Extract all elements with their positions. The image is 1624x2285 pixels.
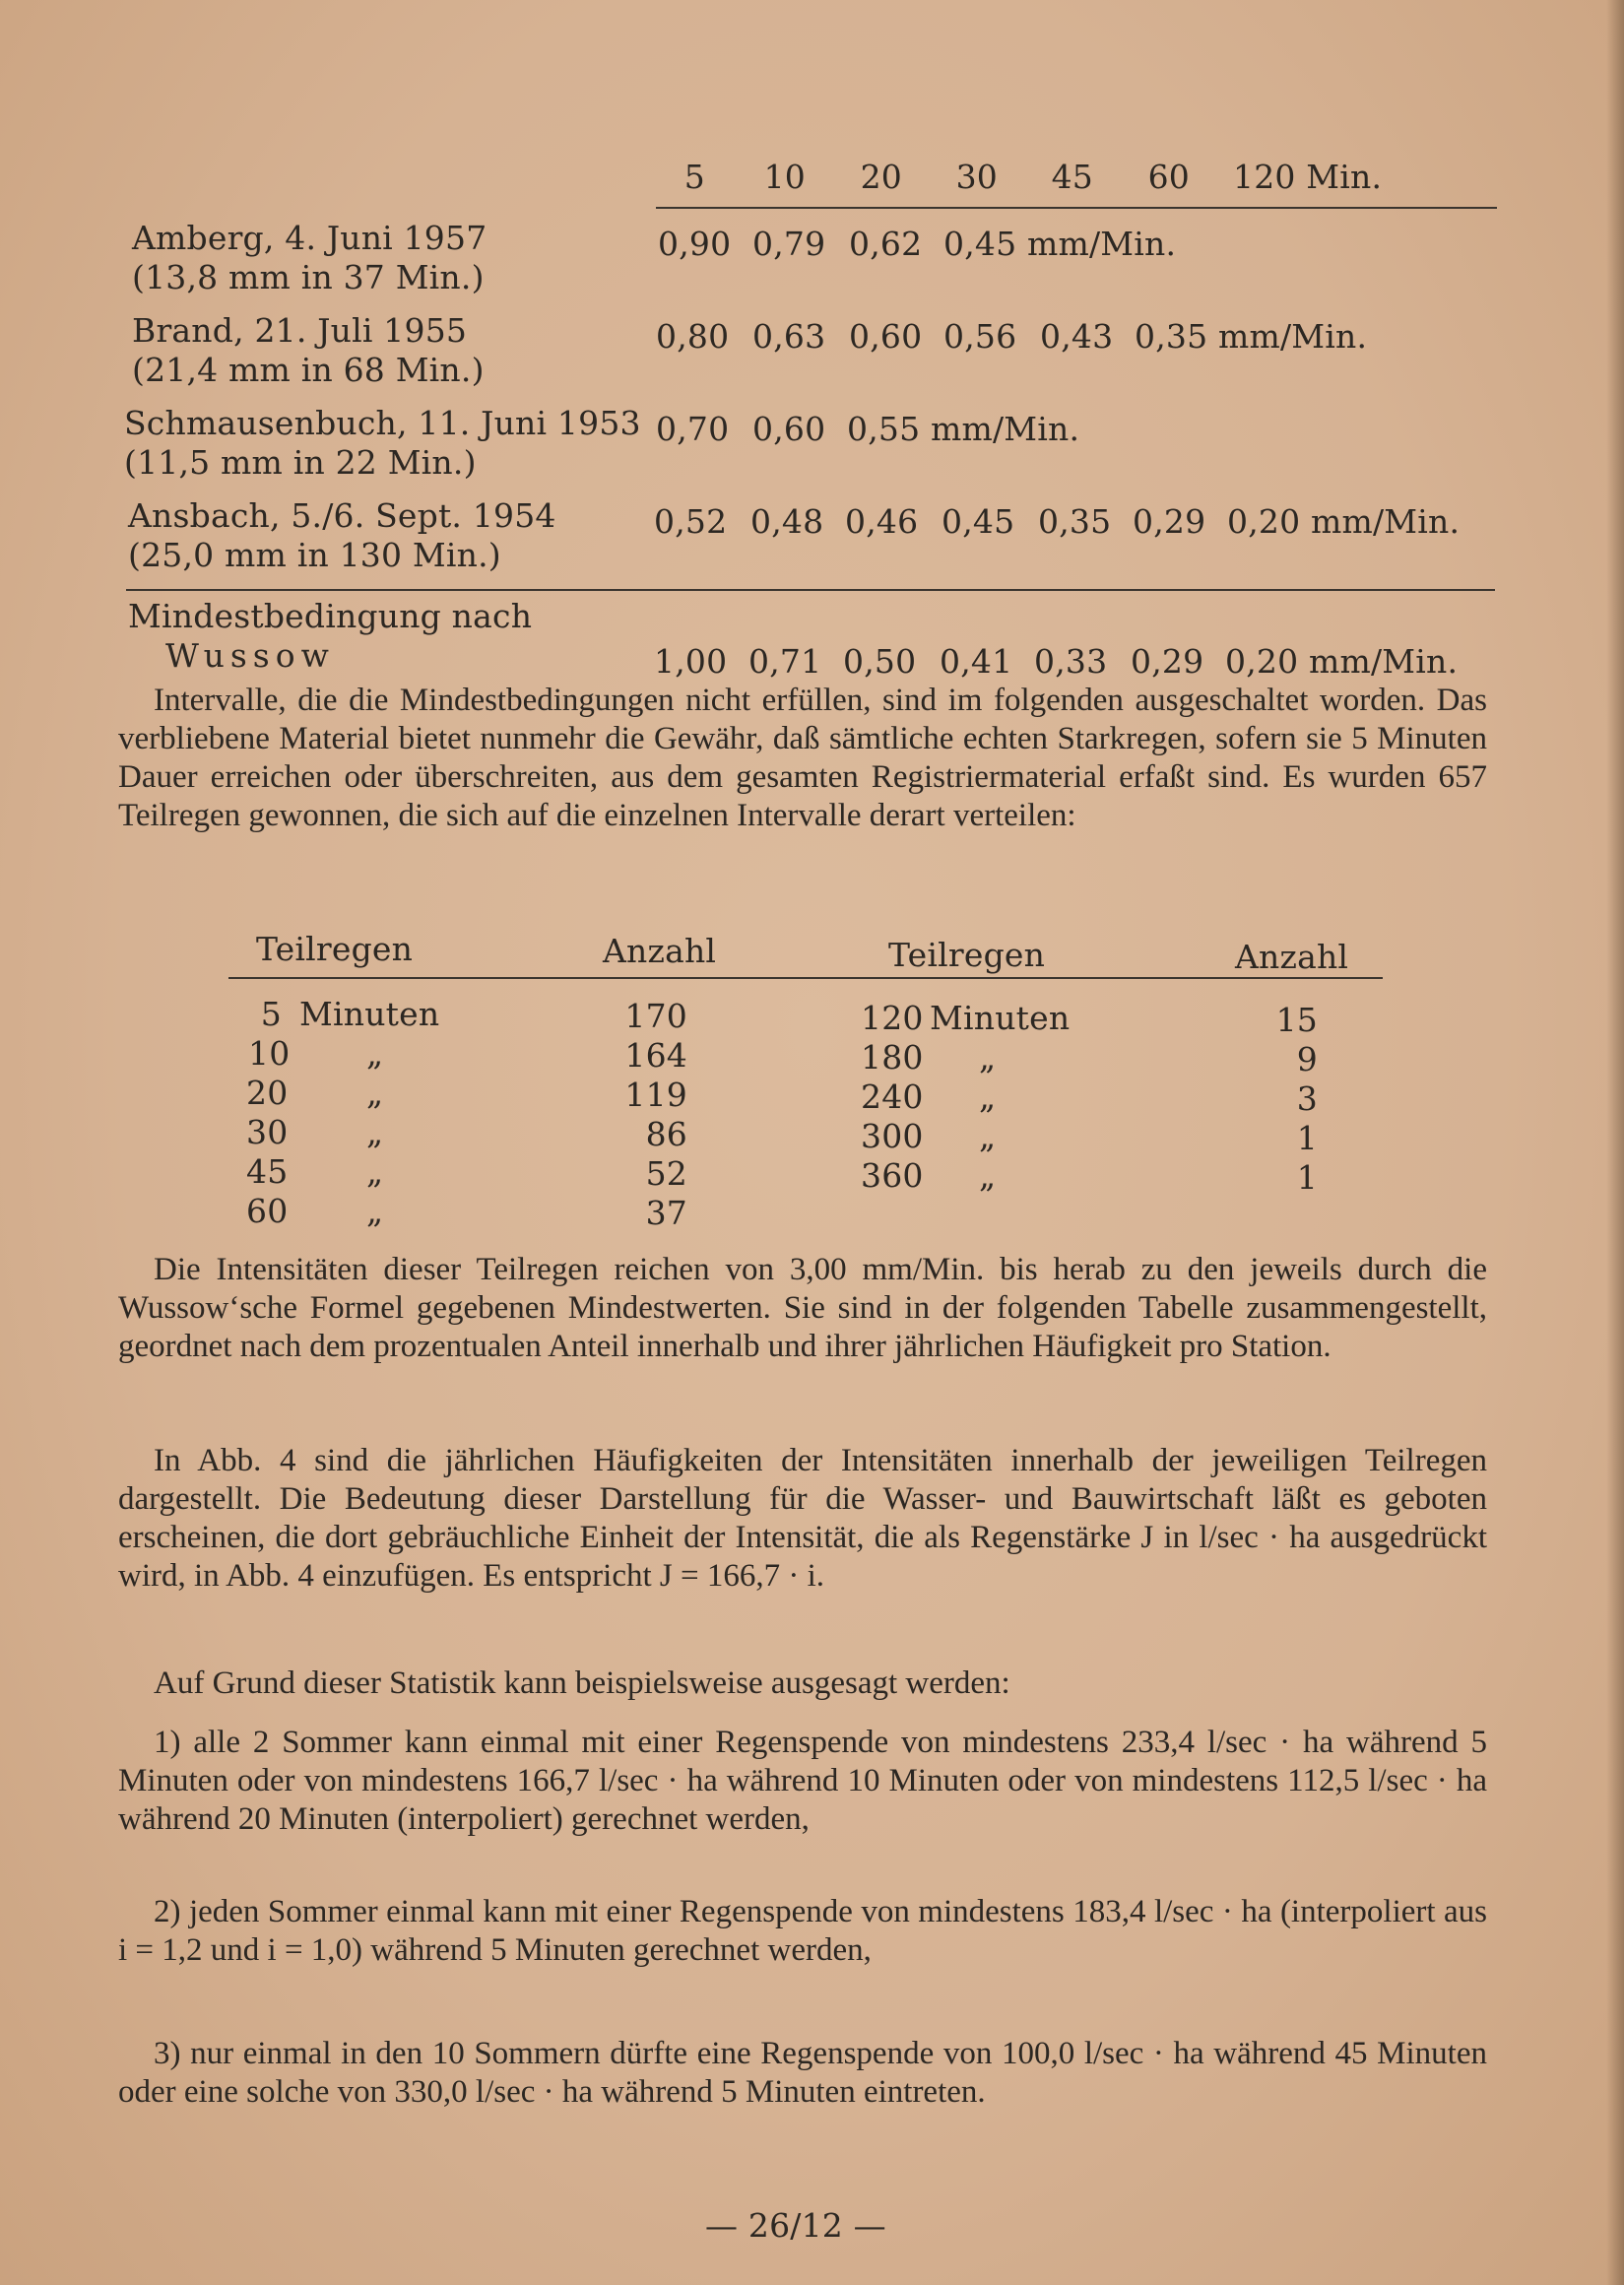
count: 3 bbox=[1296, 1079, 1318, 1118]
unit: „ bbox=[979, 1156, 997, 1195]
paragraph-intervals: Intervalle, die die Mindestbedingungen nicht erfüllen, sind im folgenden ausgeschaltet worden. Das verbliebene Material bietet nunmehr die Gewähr, daß sämtliche echten Starkregen, sofern sie 5 Minuten Dauer erreichen oder überschreiten, aus dem gesamten Registriermaterial erfaßt sind. Es wurden 657 Teilregen gewonnen, die sich auf die einzelnen Intervalle derart verteilen: bbox=[118, 683, 1487, 833]
unit: „ bbox=[366, 1034, 384, 1073]
cell-value: 0,45 mm/Min. bbox=[943, 225, 1177, 263]
count: 119 bbox=[624, 1076, 687, 1114]
table2-header-rule bbox=[228, 977, 1383, 979]
cell-value: 0,70 bbox=[656, 410, 730, 448]
count: 170 bbox=[624, 997, 687, 1035]
unit: „ bbox=[979, 1077, 997, 1116]
unit: „ bbox=[366, 1192, 384, 1230]
paragraph-statistics-intro: Auf Grund dieser Statistik kann beispielsweise ausgesagt werden: bbox=[154, 1665, 1010, 1701]
duration: 360 bbox=[861, 1156, 924, 1195]
row-station-name: Ansbach, 5./6. Sept. 1954 bbox=[128, 496, 556, 535]
cell-value: 0,52 bbox=[654, 502, 728, 541]
duration: 180 bbox=[861, 1038, 924, 1077]
page-edge-shadow bbox=[1606, 0, 1624, 2285]
count: 52 bbox=[645, 1154, 687, 1193]
header-col-120: 120 Min. bbox=[1233, 158, 1383, 196]
cell-value: 0,33 bbox=[1034, 642, 1108, 681]
unit: Minuten bbox=[299, 995, 440, 1033]
row-station-name: Amberg, 4. Juni 1957 bbox=[132, 219, 487, 257]
cell-value: 0,56 bbox=[943, 317, 1017, 356]
duration: 5 bbox=[260, 995, 282, 1033]
unit: „ bbox=[366, 1113, 384, 1151]
header-col-45: 45 bbox=[1051, 158, 1093, 196]
row-station-sub: (21,4 mm in 68 Min.) bbox=[132, 351, 485, 389]
count: 164 bbox=[624, 1036, 687, 1075]
duration: 300 bbox=[861, 1117, 924, 1155]
cell-value: 0,71 bbox=[748, 642, 822, 681]
row-station-sub: (25,0 mm in 130 Min.) bbox=[128, 536, 501, 574]
duration: 10 bbox=[248, 1034, 291, 1073]
paragraph-intensities: Die Intensitäten dieser Teilregen reichen von 3,00 mm/Min. bis herab zu den jeweils durch die Wussow‘sche Formel gegebenen Mindestwerten. Sie sind in der folgenden Tabelle zusammengestellt, geordnet nach dem prozentualen Anteil innerhalb und ihrer jährlichen Häufigkeit pro Station. bbox=[118, 1252, 1487, 1364]
table2-header-anzahl-right: Anzahl bbox=[1235, 938, 1349, 976]
unit: „ bbox=[979, 1117, 997, 1155]
cell-value: 0,29 bbox=[1131, 642, 1204, 681]
cell-value: 0,35 bbox=[1038, 502, 1112, 541]
cell-value: 0,20 mm/Min. bbox=[1225, 642, 1459, 681]
table1-header-rule bbox=[656, 207, 1497, 209]
table2-header-teilregen-left: Teilregen bbox=[256, 930, 414, 968]
cell-value: 0,41 bbox=[940, 642, 1013, 681]
unit: „ bbox=[979, 1038, 997, 1077]
header-col-30: 30 bbox=[955, 158, 998, 196]
cell-value: 0,50 bbox=[843, 642, 917, 681]
cell-value: 0,20 mm/Min. bbox=[1227, 502, 1461, 541]
paragraph-abb4: In Abb. 4 sind die jährlichen Häufigkeiten der Intensitäten innerhalb der jeweiligen Teilregen dargestellt. Die Bedeutung dieser Darstellung für die Wasser- und Bauwirtschaft läßt es geboten erscheinen, die dort gebräuchliche Einheit der Intensität, die als Regenstärke J in l/sec · ha ausgedrückt wird, in Abb. 4 einzufügen. Es entspricht J = 166,7 · i. bbox=[118, 1443, 1487, 1594]
duration: 45 bbox=[246, 1152, 289, 1191]
count: 86 bbox=[645, 1115, 687, 1153]
header-col-10: 10 bbox=[763, 158, 806, 196]
header-col-20: 20 bbox=[860, 158, 902, 196]
duration: 240 bbox=[861, 1077, 924, 1116]
header-col-5: 5 bbox=[683, 158, 705, 196]
cell-value: 0,79 bbox=[752, 225, 826, 263]
minimum-sub: Wussow bbox=[165, 636, 335, 675]
count: 15 bbox=[1275, 1001, 1318, 1039]
page-number: — 26/12 — bbox=[705, 2206, 886, 2245]
cell-value: 0,29 bbox=[1133, 502, 1206, 541]
cell-value: 0,90 bbox=[658, 225, 732, 263]
row-station-sub: (11,5 mm in 22 Min.) bbox=[124, 443, 477, 482]
count: 1 bbox=[1296, 1158, 1318, 1197]
cell-value: 0,60 bbox=[849, 317, 923, 356]
cell-value: 0,43 bbox=[1040, 317, 1114, 356]
count: 37 bbox=[645, 1194, 687, 1232]
cell-value: 1,00 bbox=[654, 642, 728, 681]
cell-value: 0,63 bbox=[752, 317, 826, 356]
unit: „ bbox=[366, 1074, 384, 1112]
cell-value: 0,46 bbox=[845, 502, 919, 541]
paragraph-item-1: 1) alle 2 Sommer kann einmal mit einer Regenspende von mindestens 233,4 l/sec · ha während 5 Minuten oder von mindestens 166,7 l/sec · ha während 10 Minuten oder von mindestens 112,5 l/sec · ha während 20 Minuten (interpoliert) gerechnet werden, bbox=[118, 1725, 1487, 1837]
paragraph-item-3: 3) nur einmal in den 10 Sommern dürfte eine Regenspende von 100,0 l/sec · ha während 45 Minuten oder eine solche von 330,0 l/sec · ha während 5 Minuten eintreten. bbox=[118, 2036, 1487, 2110]
table2-header-anzahl-left: Anzahl bbox=[603, 932, 717, 970]
duration: 60 bbox=[246, 1192, 289, 1230]
unit: „ bbox=[366, 1152, 384, 1191]
cell-value: 0,35 mm/Min. bbox=[1135, 317, 1368, 356]
duration: 30 bbox=[246, 1113, 289, 1151]
cell-value: 0,62 bbox=[849, 225, 923, 263]
cell-value: 0,45 bbox=[942, 502, 1015, 541]
row-station-name: Brand, 21. Juli 1955 bbox=[132, 311, 468, 350]
minimum-label: Mindestbedingung nach bbox=[128, 597, 533, 635]
row-station-sub: (13,8 mm in 37 Min.) bbox=[132, 258, 485, 296]
header-col-60: 60 bbox=[1147, 158, 1190, 196]
cell-value: 0,60 bbox=[752, 410, 826, 448]
count: 1 bbox=[1296, 1119, 1318, 1157]
paragraph-item-2: 2) jeden Sommer einmal kann mit einer Regenspende von mindestens 183,4 l/sec · ha (interpoliert aus i = 1,2 und i = 1,0) während 5 Minuten gerechnet werden, bbox=[118, 1894, 1487, 1968]
unit: Minuten bbox=[930, 999, 1071, 1037]
cell-value: 0,55 mm/Min. bbox=[847, 410, 1080, 448]
duration: 120 bbox=[861, 999, 924, 1037]
cell-value: 0,80 bbox=[656, 317, 730, 356]
duration: 20 bbox=[246, 1074, 289, 1112]
row-station-name: Schmausenbuch, 11. Juni 1953 bbox=[124, 404, 641, 442]
cell-value: 0,48 bbox=[750, 502, 824, 541]
table1-separator-rule bbox=[126, 589, 1495, 591]
count: 9 bbox=[1296, 1040, 1318, 1078]
table2-header-teilregen-right: Teilregen bbox=[888, 936, 1046, 974]
